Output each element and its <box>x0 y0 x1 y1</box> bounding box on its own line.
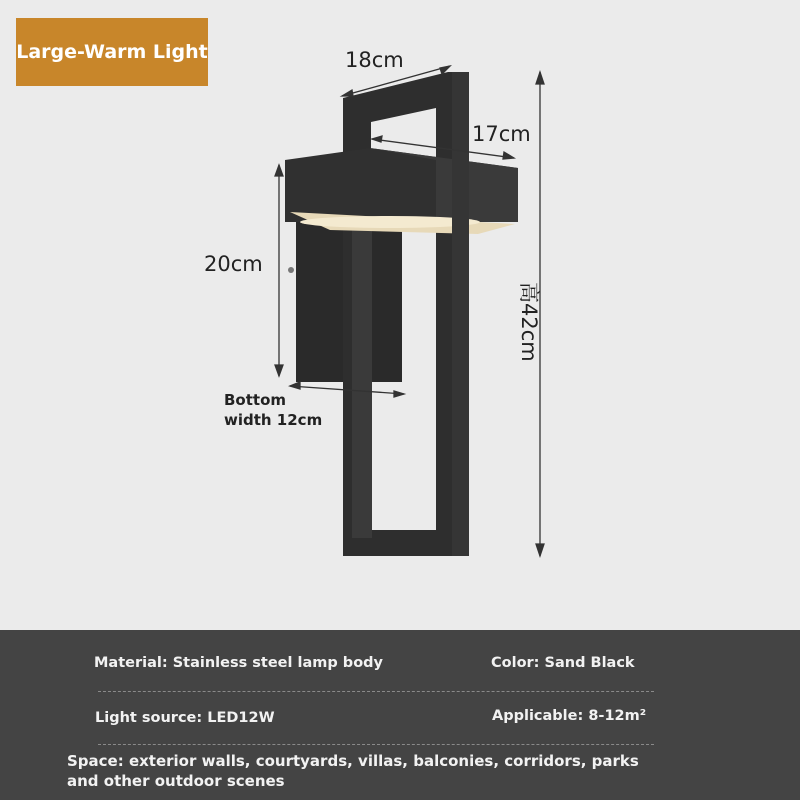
shade-height-label: 20cm <box>204 252 263 276</box>
spec-divider <box>98 744 654 745</box>
spec-applicable: Applicable: 8-12m² <box>492 708 647 724</box>
spec-light-source: Light source: LED12W <box>95 710 275 726</box>
bottom-width-line2: width 12cm <box>224 411 323 429</box>
bottom-width-label <box>224 390 322 430</box>
spec-material: Material: Stainless steel lamp body <box>94 655 383 671</box>
variant-badge: Large-Warm Light <box>16 18 208 86</box>
spec-panel <box>0 630 800 800</box>
spec-divider <box>98 691 654 692</box>
bottom-width-line1: Bottom <box>224 391 287 409</box>
spec-space: Space: exterior walls, courtyards, villas, balconies, corridors, parks and other outdoor scenes <box>67 752 639 790</box>
spec-color: Color: Sand Black <box>491 655 635 671</box>
depth-label: 17cm <box>472 122 531 146</box>
total-height-label: 高42cm <box>517 282 541 362</box>
top-width-label: 18cm <box>345 48 404 72</box>
lamp-inner-bar <box>352 228 372 538</box>
